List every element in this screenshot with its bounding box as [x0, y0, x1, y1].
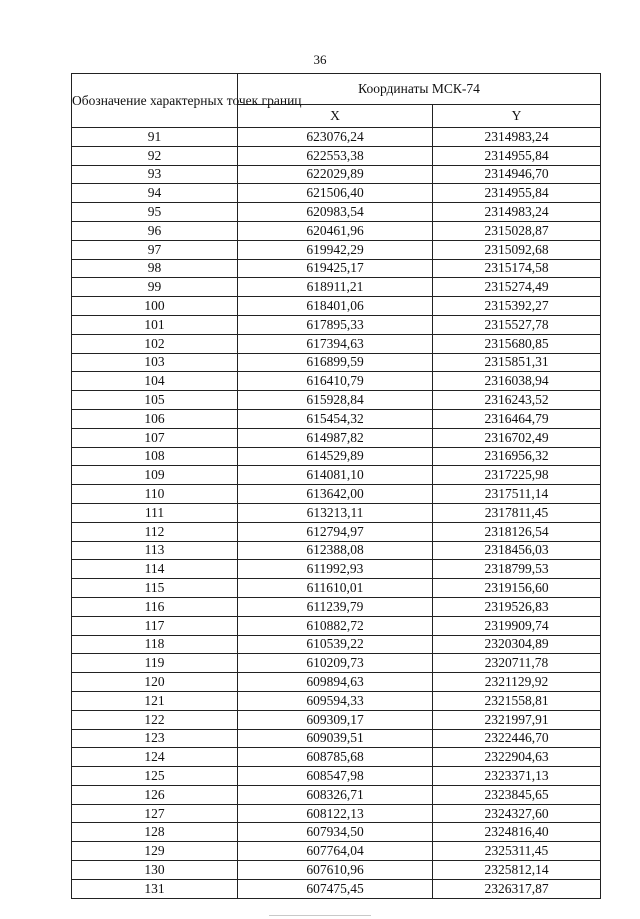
y-coordinate-cell: 2323845,65: [433, 785, 601, 804]
y-coordinate-cell: 2321129,92: [433, 673, 601, 692]
table-row: [72, 334, 601, 353]
y-coordinate-cell: 2315851,31: [433, 353, 601, 372]
point-number-cell: 100: [72, 297, 238, 316]
x-coordinate-cell: 615928,84: [238, 391, 433, 410]
y-coordinate-cell: 2321558,81: [433, 691, 601, 710]
table-row: [72, 710, 601, 729]
table-row: [72, 767, 601, 786]
x-coordinate-cell: 612388,08: [238, 541, 433, 560]
point-number-cell: 96: [72, 221, 238, 240]
y-coordinate-cell: 2315028,87: [433, 221, 601, 240]
x-coordinate-cell: 607610,96: [238, 861, 433, 880]
x-coordinate-cell: 607475,45: [238, 879, 433, 898]
table-row: [72, 165, 601, 184]
x-coordinate-cell: 611239,79: [238, 597, 433, 616]
table-row: [72, 240, 601, 259]
header-point-label: Обозначение характерных точек границ: [72, 74, 238, 128]
point-number-cell: 111: [72, 503, 238, 522]
x-coordinate-cell: 620983,54: [238, 203, 433, 222]
point-number-cell: 128: [72, 823, 238, 842]
table-row: [72, 579, 601, 598]
y-coordinate-cell: 2319526,83: [433, 597, 601, 616]
table-row: [72, 203, 601, 222]
point-number-cell: 119: [72, 654, 238, 673]
point-number-cell: 114: [72, 560, 238, 579]
point-number-cell: 131: [72, 879, 238, 898]
y-coordinate-cell: 2316956,32: [433, 447, 601, 466]
y-coordinate-cell: 2326317,87: [433, 879, 601, 898]
point-number-cell: 109: [72, 466, 238, 485]
table-row: [72, 221, 601, 240]
header-y: Y: [433, 105, 601, 128]
point-number-cell: 123: [72, 729, 238, 748]
x-coordinate-cell: 617394,63: [238, 334, 433, 353]
x-coordinate-cell: 608547,98: [238, 767, 433, 786]
x-coordinate-cell: 614081,10: [238, 466, 433, 485]
table-row: [72, 409, 601, 428]
y-coordinate-cell: 2321997,91: [433, 710, 601, 729]
header-x: X: [238, 105, 433, 128]
x-coordinate-cell: 610882,72: [238, 616, 433, 635]
point-number-cell: 105: [72, 391, 238, 410]
point-number-cell: 127: [72, 804, 238, 823]
table-row: [72, 635, 601, 654]
table-row: [72, 616, 601, 635]
x-coordinate-cell: 610209,73: [238, 654, 433, 673]
point-number-cell: 125: [72, 767, 238, 786]
x-coordinate-cell: 607764,04: [238, 842, 433, 861]
x-coordinate-cell: 609039,51: [238, 729, 433, 748]
point-number-cell: 92: [72, 146, 238, 165]
table-row: [72, 541, 601, 560]
coordinates-table: [71, 73, 601, 899]
y-coordinate-cell: 2318456,03: [433, 541, 601, 560]
point-number-cell: 122: [72, 710, 238, 729]
point-number-cell: 120: [72, 673, 238, 692]
x-coordinate-cell: 618401,06: [238, 297, 433, 316]
y-coordinate-cell: 2316464,79: [433, 409, 601, 428]
y-coordinate-cell: 2314983,24: [433, 203, 601, 222]
table-header: [72, 74, 601, 128]
point-number-cell: 108: [72, 447, 238, 466]
y-coordinate-cell: 2314955,84: [433, 146, 601, 165]
x-coordinate-cell: 613213,11: [238, 503, 433, 522]
x-coordinate-cell: 616410,79: [238, 372, 433, 391]
x-coordinate-cell: 608785,68: [238, 748, 433, 767]
point-number-cell: 93: [72, 165, 238, 184]
x-coordinate-cell: 609594,33: [238, 691, 433, 710]
table-row: [72, 503, 601, 522]
table-row: [72, 748, 601, 767]
table-row: [72, 146, 601, 165]
x-coordinate-cell: 614987,82: [238, 428, 433, 447]
y-coordinate-cell: 2315527,78: [433, 315, 601, 334]
table-row: [72, 297, 601, 316]
x-coordinate-cell: 618911,21: [238, 278, 433, 297]
table-row: [72, 879, 601, 898]
table-row: [72, 842, 601, 861]
x-coordinate-cell: 611992,93: [238, 560, 433, 579]
table-row: [72, 691, 601, 710]
y-coordinate-cell: 2316702,49: [433, 428, 601, 447]
point-number-cell: 113: [72, 541, 238, 560]
table-body: [72, 128, 601, 899]
point-number-cell: 115: [72, 579, 238, 598]
point-number-cell: 102: [72, 334, 238, 353]
table-row: [72, 259, 601, 278]
point-number-cell: 124: [72, 748, 238, 767]
y-coordinate-cell: 2317811,45: [433, 503, 601, 522]
x-coordinate-cell: 612794,97: [238, 522, 433, 541]
x-coordinate-cell: 609309,17: [238, 710, 433, 729]
y-coordinate-cell: 2317225,98: [433, 466, 601, 485]
point-number-cell: 107: [72, 428, 238, 447]
table-row: [72, 485, 601, 504]
point-number-cell: 95: [72, 203, 238, 222]
y-coordinate-cell: 2315092,68: [433, 240, 601, 259]
x-coordinate-cell: 613642,00: [238, 485, 433, 504]
y-coordinate-cell: 2322446,70: [433, 729, 601, 748]
x-coordinate-cell: 615454,32: [238, 409, 433, 428]
x-coordinate-cell: 609894,63: [238, 673, 433, 692]
point-number-cell: 121: [72, 691, 238, 710]
y-coordinate-cell: 2314946,70: [433, 165, 601, 184]
y-coordinate-cell: 2319909,74: [433, 616, 601, 635]
y-coordinate-cell: 2324327,60: [433, 804, 601, 823]
table-row: [72, 522, 601, 541]
point-number-cell: 104: [72, 372, 238, 391]
point-number-cell: 129: [72, 842, 238, 861]
x-coordinate-cell: 617895,33: [238, 315, 433, 334]
x-coordinate-cell: 619942,29: [238, 240, 433, 259]
y-coordinate-cell: 2316038,94: [433, 372, 601, 391]
point-number-cell: 94: [72, 184, 238, 203]
table-row: [72, 128, 601, 147]
x-coordinate-cell: 623076,24: [238, 128, 433, 147]
point-number-cell: 110: [72, 485, 238, 504]
point-number-cell: 118: [72, 635, 238, 654]
y-coordinate-cell: 2314983,24: [433, 128, 601, 147]
y-coordinate-cell: 2316243,52: [433, 391, 601, 410]
x-coordinate-cell: 608122,13: [238, 804, 433, 823]
table-row: [72, 804, 601, 823]
y-coordinate-cell: 2322904,63: [433, 748, 601, 767]
table-row: [72, 278, 601, 297]
x-coordinate-cell: 608326,71: [238, 785, 433, 804]
point-number-cell: 97: [72, 240, 238, 259]
table-row: [72, 729, 601, 748]
y-coordinate-cell: 2325812,14: [433, 861, 601, 880]
y-coordinate-cell: 2320711,78: [433, 654, 601, 673]
table-row: [72, 315, 601, 334]
y-coordinate-cell: 2315274,49: [433, 278, 601, 297]
x-coordinate-cell: 616899,59: [238, 353, 433, 372]
table-row: [72, 785, 601, 804]
x-coordinate-cell: 610539,22: [238, 635, 433, 654]
y-coordinate-cell: 2315392,27: [433, 297, 601, 316]
header-coordinates-group: Координаты МСК-74: [238, 74, 601, 105]
point-number-cell: 101: [72, 315, 238, 334]
y-coordinate-cell: 2324816,40: [433, 823, 601, 842]
x-coordinate-cell: 622553,38: [238, 146, 433, 165]
y-coordinate-cell: 2317511,14: [433, 485, 601, 504]
x-coordinate-cell: 607934,50: [238, 823, 433, 842]
y-coordinate-cell: 2314955,84: [433, 184, 601, 203]
y-coordinate-cell: 2318126,54: [433, 522, 601, 541]
point-number-cell: 126: [72, 785, 238, 804]
x-coordinate-cell: 619425,17: [238, 259, 433, 278]
point-number-cell: 130: [72, 861, 238, 880]
point-number-cell: 99: [72, 278, 238, 297]
table-row: [72, 391, 601, 410]
x-coordinate-cell: 622029,89: [238, 165, 433, 184]
table-row: [72, 597, 601, 616]
table-row: [72, 353, 601, 372]
table-row: [72, 372, 601, 391]
y-coordinate-cell: 2323371,13: [433, 767, 601, 786]
point-number-cell: 91: [72, 128, 238, 147]
y-coordinate-cell: 2319156,60: [433, 579, 601, 598]
table-row: [72, 447, 601, 466]
table-row: [72, 654, 601, 673]
point-number-cell: 116: [72, 597, 238, 616]
y-coordinate-cell: 2315174,58: [433, 259, 601, 278]
y-coordinate-cell: 2318799,53: [433, 560, 601, 579]
table-row: [72, 466, 601, 485]
table-row: [72, 428, 601, 447]
table-row: [72, 184, 601, 203]
page-number: 36: [313, 52, 327, 67]
point-number-cell: 112: [72, 522, 238, 541]
point-number-cell: 117: [72, 616, 238, 635]
x-coordinate-cell: 621506,40: [238, 184, 433, 203]
table-row: [72, 560, 601, 579]
y-coordinate-cell: 2315680,85: [433, 334, 601, 353]
point-number-cell: 106: [72, 409, 238, 428]
table-row: [72, 861, 601, 880]
y-coordinate-cell: 2325311,45: [433, 842, 601, 861]
scan-artifact-line: [269, 915, 371, 916]
x-coordinate-cell: 614529,89: [238, 447, 433, 466]
point-number-cell: 103: [72, 353, 238, 372]
y-coordinate-cell: 2320304,89: [433, 635, 601, 654]
table-row: [72, 673, 601, 692]
x-coordinate-cell: 611610,01: [238, 579, 433, 598]
x-coordinate-cell: 620461,96: [238, 221, 433, 240]
point-number-cell: 98: [72, 259, 238, 278]
table-row: [72, 823, 601, 842]
